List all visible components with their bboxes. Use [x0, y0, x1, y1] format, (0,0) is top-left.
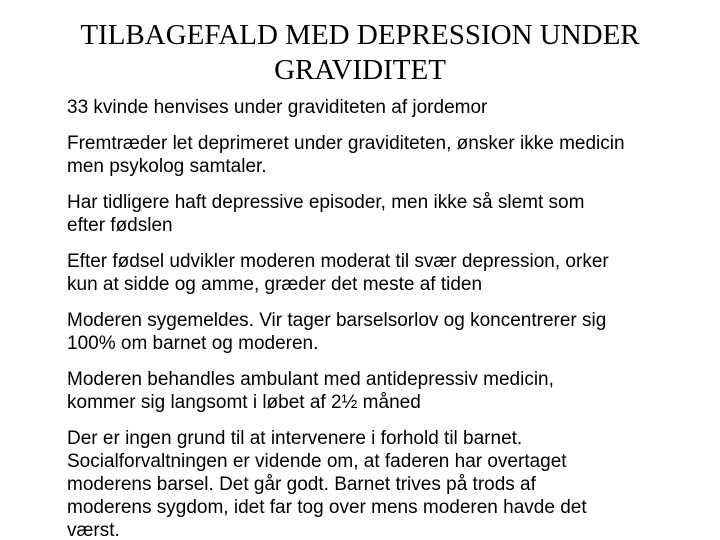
bullet-list	[67, 96, 677, 540]
bullet-item: Der er ingen grund til at intervenere i forhold til barnet. Socialforvaltningen er vidende om, at faderen har overtaget moderens barsel. Det går godt. Barnet trives på trods af moderens sygdom, idet far tog over mens moderen havde det værst.	[67, 428, 587, 540]
bullet-item: Har tidligere haft depressive episoder, men ikke så slemt som efter fødslen	[67, 192, 585, 236]
bullet-item: Fremtræder let deprimeret under graviditeten, ønsker ikke medicin men psykolog samtaler.	[67, 133, 625, 177]
bullet-item: Moderen sygemeldes. Vir tager barselsorlov og koncentrerer sig 100% om barnet og moderen.	[67, 310, 607, 354]
slide-title: TILBAGEFALD MED DEPRESSION UNDER GRAVIDITET	[80, 19, 640, 86]
bullet-item: Moderen behandles ambulant med antidepressiv medicin, kommer sig langsomt i løbet af 2½ måned	[67, 369, 554, 413]
bullet-item: Efter fødsel udvikler moderen moderat til svær depression, orker kun at sidde og amme, græder det meste af tiden	[67, 251, 609, 295]
bullet-item: 33 kvinde henvises under graviditeten af jordemor	[67, 97, 488, 118]
